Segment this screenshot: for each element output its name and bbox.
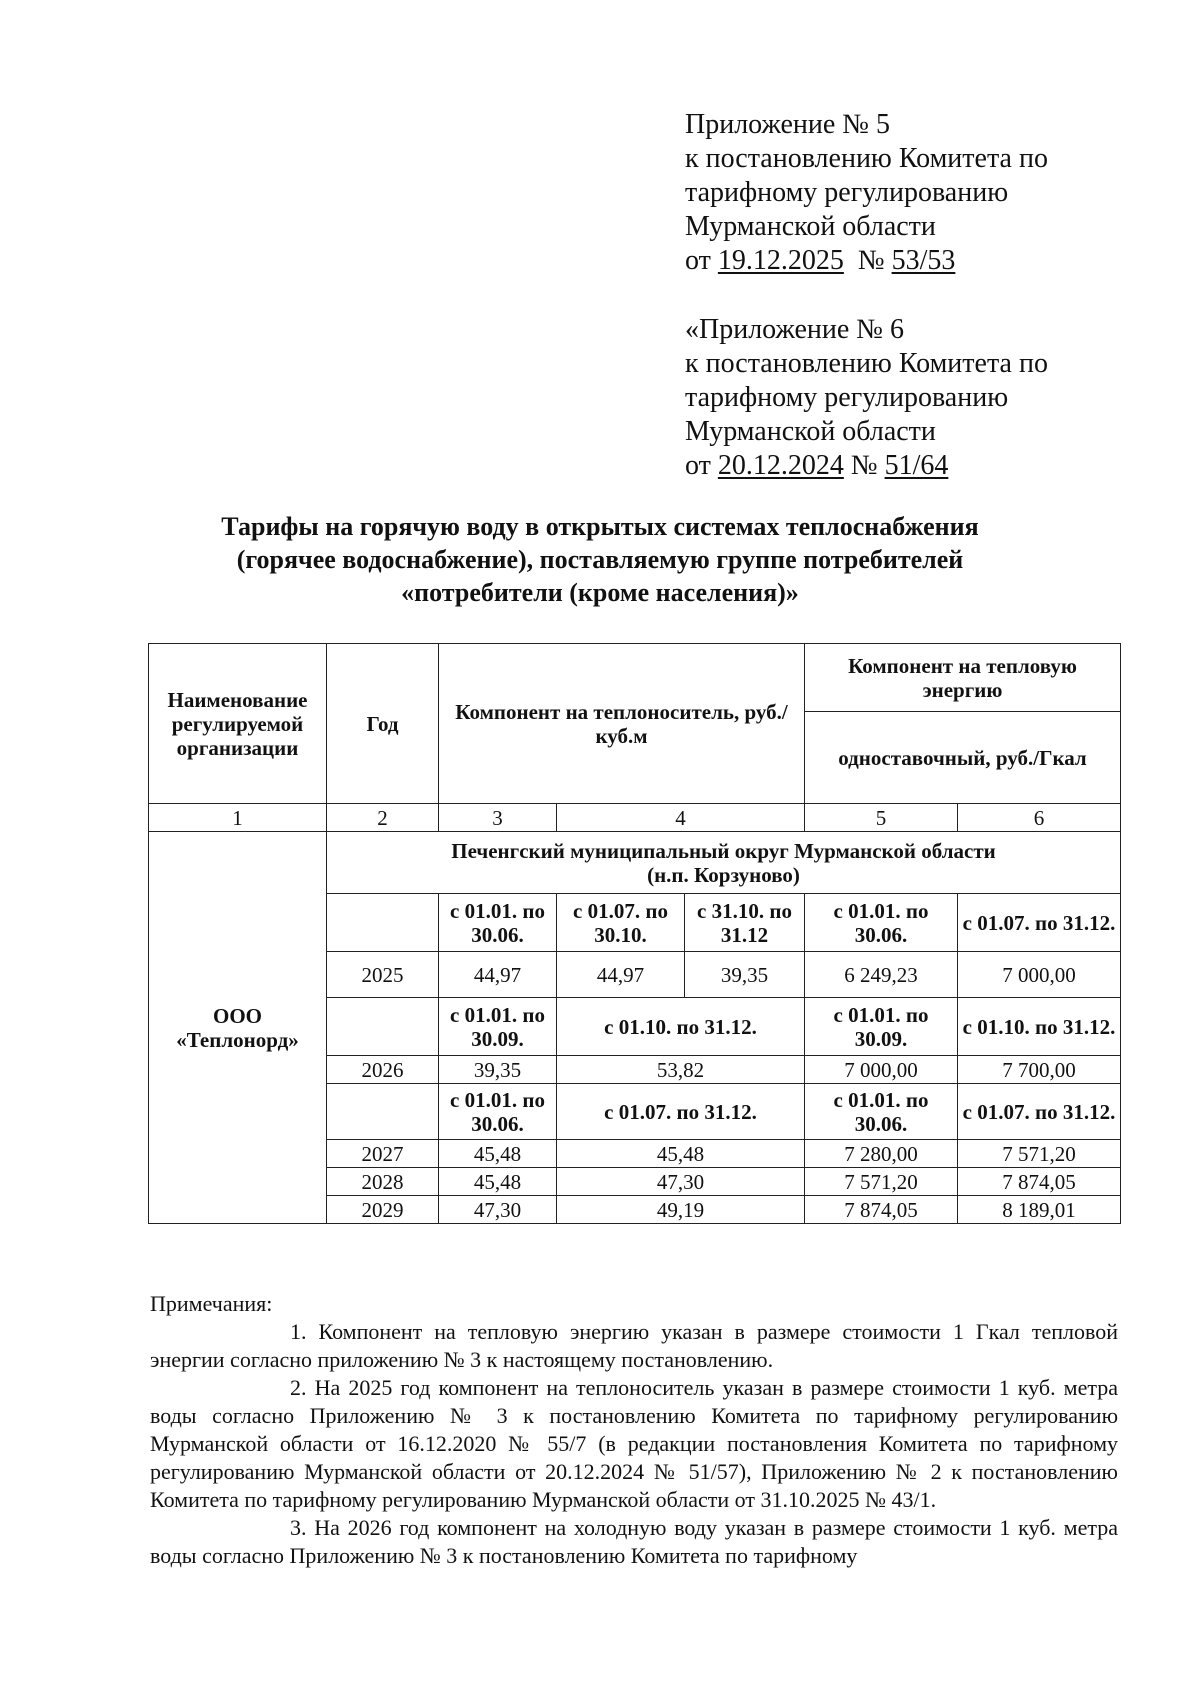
appendix-5-from: от bbox=[685, 245, 711, 276]
period-2027-c6: с 01.07. по 31.12. bbox=[958, 1084, 1121, 1140]
notes-section bbox=[150, 1290, 1118, 1570]
period-2027-c5: с 01.01. по 30.06. bbox=[805, 1084, 958, 1140]
value-2027-c5: 7 280,00 bbox=[805, 1140, 958, 1168]
appendix-6-num-sign: № bbox=[850, 450, 878, 481]
note-3-text: На 2026 год компонент на холодную воду указан в размере стоимости 1 куб. метра воды согласно Приложению № 3 к постановлению Комитета по тарифному bbox=[150, 1515, 1118, 1568]
colnum-4: 4 bbox=[557, 804, 805, 832]
value-2029-c3: 47,30 bbox=[439, 1196, 557, 1224]
value-2029-c5: 7 874,05 bbox=[805, 1196, 958, 1224]
period-2026-c4: с 01.10. по 31.12. bbox=[557, 998, 805, 1056]
header-year: Год bbox=[327, 644, 439, 804]
title-line3: «потребители (кроме населения)» bbox=[401, 578, 799, 607]
colnum-1: 1 bbox=[149, 804, 327, 832]
value-2026-c4: 53,82 bbox=[557, 1056, 805, 1084]
appendix-6-number: 51/64 bbox=[884, 450, 949, 481]
year-2025: 2025 bbox=[327, 952, 439, 998]
value-2027-c6: 7 571,20 bbox=[958, 1140, 1121, 1168]
org-cell bbox=[149, 832, 327, 1224]
appendix-5-num-sign: № bbox=[857, 245, 885, 276]
appendix-5-line4: Мурманской области bbox=[685, 211, 936, 242]
region-line1: Печенгский муниципальный округ Мурманской области bbox=[451, 838, 996, 863]
period-2026-c3: с 01.01. по 30.09. bbox=[439, 998, 557, 1056]
period-2025-c5: с 01.01. по 30.06. bbox=[805, 894, 958, 952]
value-2025-c4a: 44,97 bbox=[557, 952, 685, 998]
value-2026-c3: 39,35 bbox=[439, 1056, 557, 1084]
appendix-5-header bbox=[685, 108, 1048, 278]
appendix-5-line1: Приложение № 5 bbox=[685, 109, 890, 140]
note-2-label: 2. bbox=[290, 1375, 307, 1400]
colnum-5: 5 bbox=[805, 804, 958, 832]
appendix-5-date-line bbox=[685, 244, 1048, 278]
period-2027-c4: с 01.07. по 31.12. bbox=[557, 1084, 805, 1140]
header-single-rate: одноставочный, руб./Гкал bbox=[805, 712, 1121, 804]
note-3 bbox=[150, 1514, 1118, 1570]
period-2025-c4b: с 31.10. по 31.12 bbox=[685, 894, 805, 952]
value-2026-c5: 7 000,00 bbox=[805, 1056, 958, 1084]
appendix-6-line2: к постановлению Комитета по bbox=[685, 348, 1048, 379]
value-2028-c6: 7 874,05 bbox=[958, 1168, 1121, 1196]
value-2027-c4: 45,48 bbox=[557, 1140, 805, 1168]
note-3-label: 3. bbox=[290, 1515, 307, 1540]
value-2029-c4: 49,19 bbox=[557, 1196, 805, 1224]
year-2028: 2028 bbox=[327, 1168, 439, 1196]
periods-2025-year-blank bbox=[327, 894, 439, 952]
tariff-table bbox=[148, 643, 1121, 1224]
value-2029-c6: 8 189,01 bbox=[958, 1196, 1121, 1224]
value-2027-c3: 45,48 bbox=[439, 1140, 557, 1168]
appendix-6-line1: «Приложение № 6 bbox=[685, 314, 904, 345]
note-2 bbox=[150, 1374, 1118, 1514]
periods-2027-year-blank bbox=[327, 1084, 439, 1140]
value-2028-c4: 47,30 bbox=[557, 1168, 805, 1196]
year-2026: 2026 bbox=[327, 1056, 439, 1084]
year-2027: 2027 bbox=[327, 1140, 439, 1168]
colnum-6: 6 bbox=[958, 804, 1121, 832]
org-line1: ООО bbox=[212, 1003, 262, 1028]
colnum-2: 2 bbox=[327, 804, 439, 832]
period-2026-c5: с 01.01. по 30.09. bbox=[805, 998, 958, 1056]
note-2-text: На 2025 год компонент на теплоноситель указан в размере стоимости 1 куб. метра воды согласно Приложению № 3 к постановлению Комитета по тарифному регулированию Мурманской области от 16.12.2020 № 55/7 (в редакции постановления Комитета по тарифному регулированию Мурманской области от 20.12.2024 № 51/57), Приложению № 2 к постановлению Комитета по тарифному регулированию Мурманской области от 31.10.2025 № 43/1. bbox=[150, 1375, 1118, 1512]
appendix-6-line4: Мурманской области bbox=[685, 416, 936, 447]
value-2026-c6: 7 700,00 bbox=[958, 1056, 1121, 1084]
title-line2: (горячее водоснабжение), поставляемую группе потребителей bbox=[236, 545, 964, 574]
appendix-5-date: 19.12.2025 bbox=[717, 245, 844, 276]
colnum-3: 3 bbox=[439, 804, 557, 832]
appendix-5-number: 53/53 bbox=[891, 245, 956, 276]
appendix-5-line2: к постановлению Комитета по bbox=[685, 143, 1048, 174]
region-cell bbox=[327, 832, 1121, 894]
header-carrier: Компонент на теплоноситель, руб./куб.м bbox=[439, 644, 805, 804]
note-1-text: Компонент на тепловую энергию указан в размере стоимости 1 Гкал тепловой энергии согласно приложению № 3 к настоящему постановлению. bbox=[150, 1319, 1119, 1372]
header-energy: Компонент на тепловую энергию bbox=[805, 644, 1121, 712]
document-title bbox=[150, 510, 1050, 609]
value-2028-c5: 7 571,20 bbox=[805, 1168, 958, 1196]
appendix-6-from: от bbox=[685, 450, 711, 481]
note-1 bbox=[150, 1318, 1118, 1374]
period-2027-c3: с 01.01. по 30.06. bbox=[439, 1084, 557, 1140]
value-2025-c6: 7 000,00 bbox=[958, 952, 1121, 998]
appendix-6-header bbox=[685, 313, 1048, 483]
header-org: Наименование регулируемой организации bbox=[149, 644, 327, 804]
periods-2026-year-blank bbox=[327, 998, 439, 1056]
appendix-5-line3: тарифному регулированию bbox=[685, 177, 1009, 208]
value-2025-c4b: 39,35 bbox=[685, 952, 805, 998]
org-line2: «Теплонорд» bbox=[176, 1027, 299, 1052]
value-2028-c3: 45,48 bbox=[439, 1168, 557, 1196]
period-2025-c6: с 01.07. по 31.12. bbox=[958, 894, 1121, 952]
period-2025-c4a: с 01.07. по 30.10. bbox=[557, 894, 685, 952]
year-2029: 2029 bbox=[327, 1196, 439, 1224]
appendix-6-date: 20.12.2024 bbox=[717, 450, 844, 481]
title-line1: Тарифы на горячую воду в открытых системах теплоснабжения bbox=[221, 512, 979, 541]
period-2025-c3: с 01.01. по 30.06. bbox=[439, 894, 557, 952]
appendix-6-line3: тарифному регулированию bbox=[685, 382, 1009, 413]
appendix-6-date-line bbox=[685, 449, 1048, 483]
notes-heading: Примечания: bbox=[150, 1291, 273, 1316]
value-2025-c5: 6 249,23 bbox=[805, 952, 958, 998]
note-1-label: 1. bbox=[290, 1319, 307, 1344]
region-line2: (н.п. Корзуново) bbox=[647, 862, 800, 887]
period-2026-c6: с 01.10. по 31.12. bbox=[958, 998, 1121, 1056]
value-2025-c3: 44,97 bbox=[439, 952, 557, 998]
